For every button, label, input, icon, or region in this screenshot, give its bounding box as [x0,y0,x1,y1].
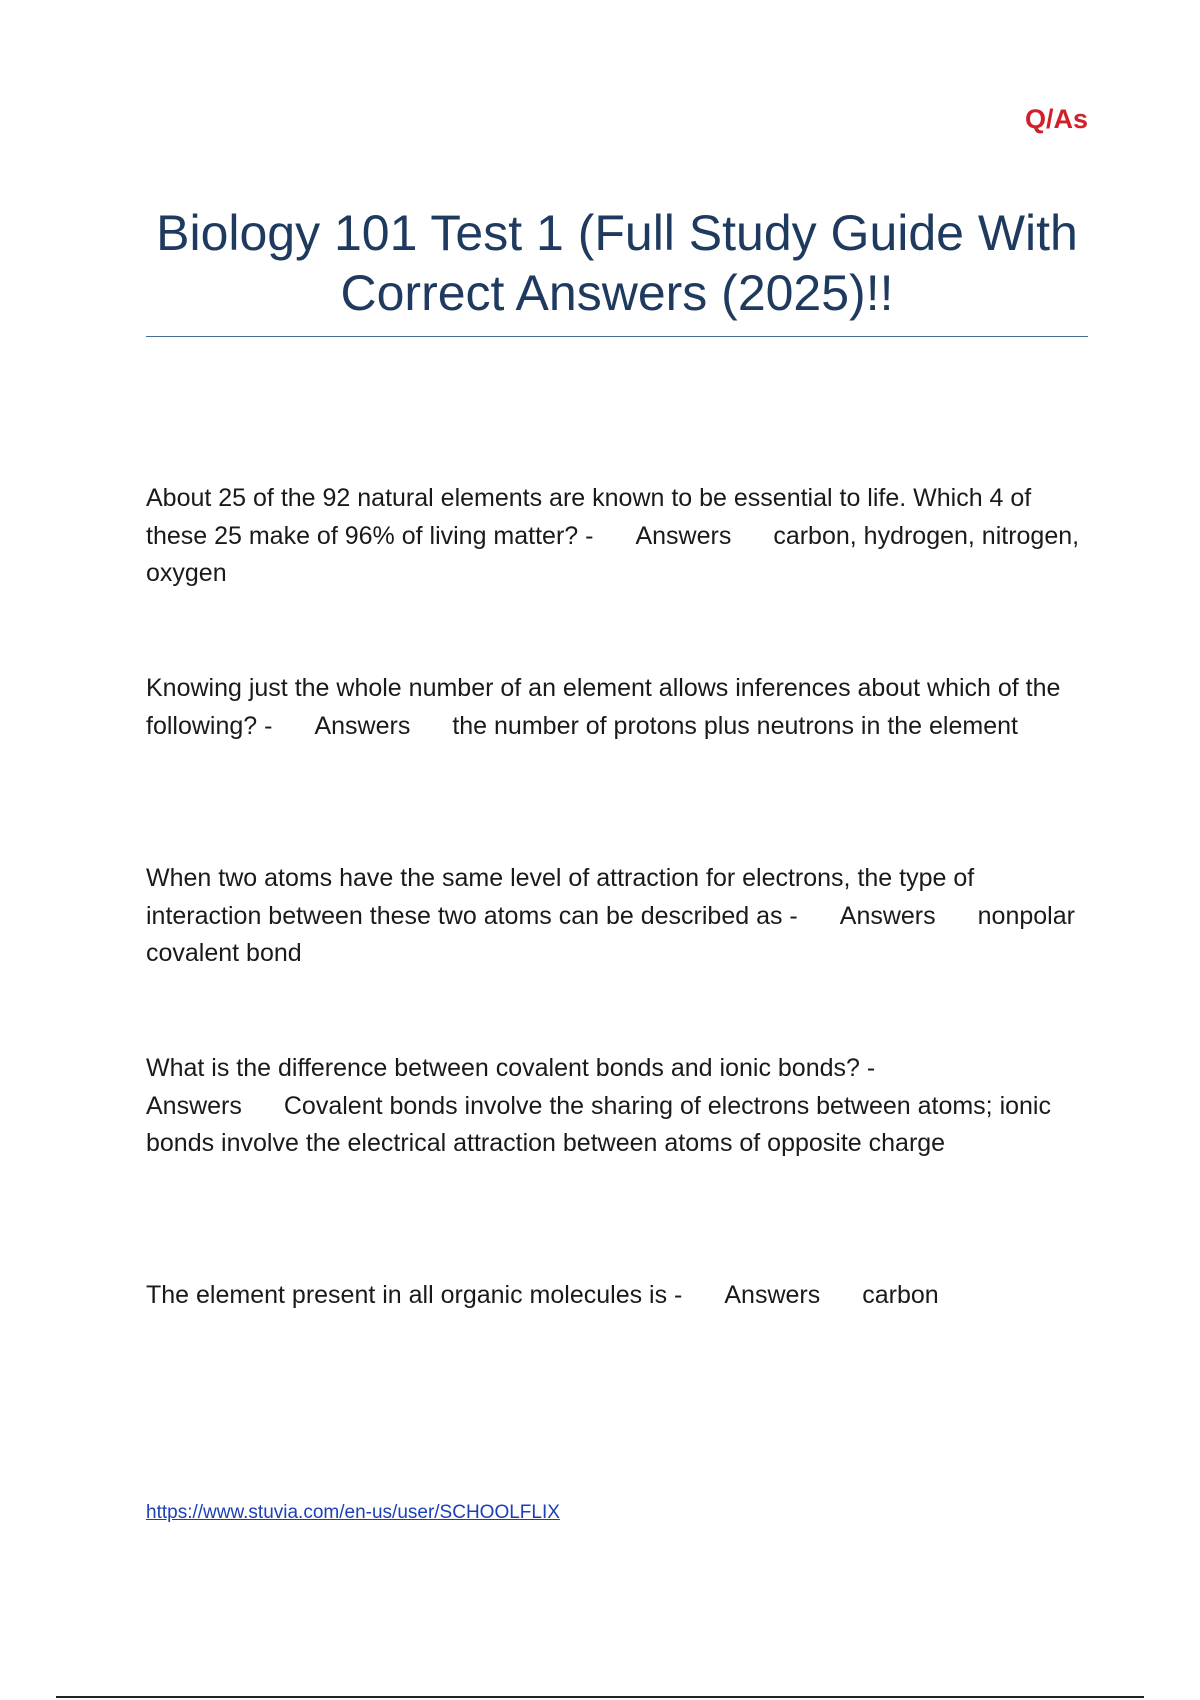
qa-item-1 [146,480,1090,593]
answer-text: Covalent bonds involve the sharing of electrons between atoms; ionic bonds involve the electrical attraction between atoms of opposite charge [146,1091,1051,1157]
question-text: Knowing just the whole number of an element allows inferences about which of the following? - [146,674,1061,740]
author-profile-link[interactable]: https://www.stuvia.com/en-us/user/SCHOOLFLIX [146,1502,560,1523]
answer-text: carbon, hydrogen, nitrogen, oxygen [146,521,1080,587]
question-text: When two atoms have the same level of attraction for electrons, the type of interaction between these two atoms can be described as - [146,864,975,930]
answer-label: Answers [724,1281,821,1309]
qa-item-2 [146,670,1090,745]
document-title: Biology 101 Test 1 (Full Study Guide With Correct Answers (2025)!! [156,205,1078,321]
answer-label: Answers [635,521,732,550]
answer-label: Answers [839,901,936,930]
footer-divider [56,1696,1144,1698]
qa-tag: Q/As [1024,104,1088,134]
answer-text: carbon [862,1281,939,1309]
answer-label: Answers [314,711,411,740]
qa-item-5 [146,1277,1090,1315]
title-divider [146,336,1088,337]
answer-text: nonpolar covalent bond [146,901,1075,967]
question-text: The element present in all organic molecules is - [146,1281,683,1309]
answer-text: the number of protons plus neutrons in the element [452,711,1018,740]
qa-item-3 [146,860,1090,973]
question-text: What is the difference between covalent bonds and ionic bonds? - [146,1054,876,1082]
qa-item-4 [146,1050,1090,1163]
question-text: About 25 of the 92 natural elements are known to be essential to life. Which 4 of these 25 make of 96% of living matter? - [146,484,1032,550]
answer-label: Answers [146,1091,242,1120]
